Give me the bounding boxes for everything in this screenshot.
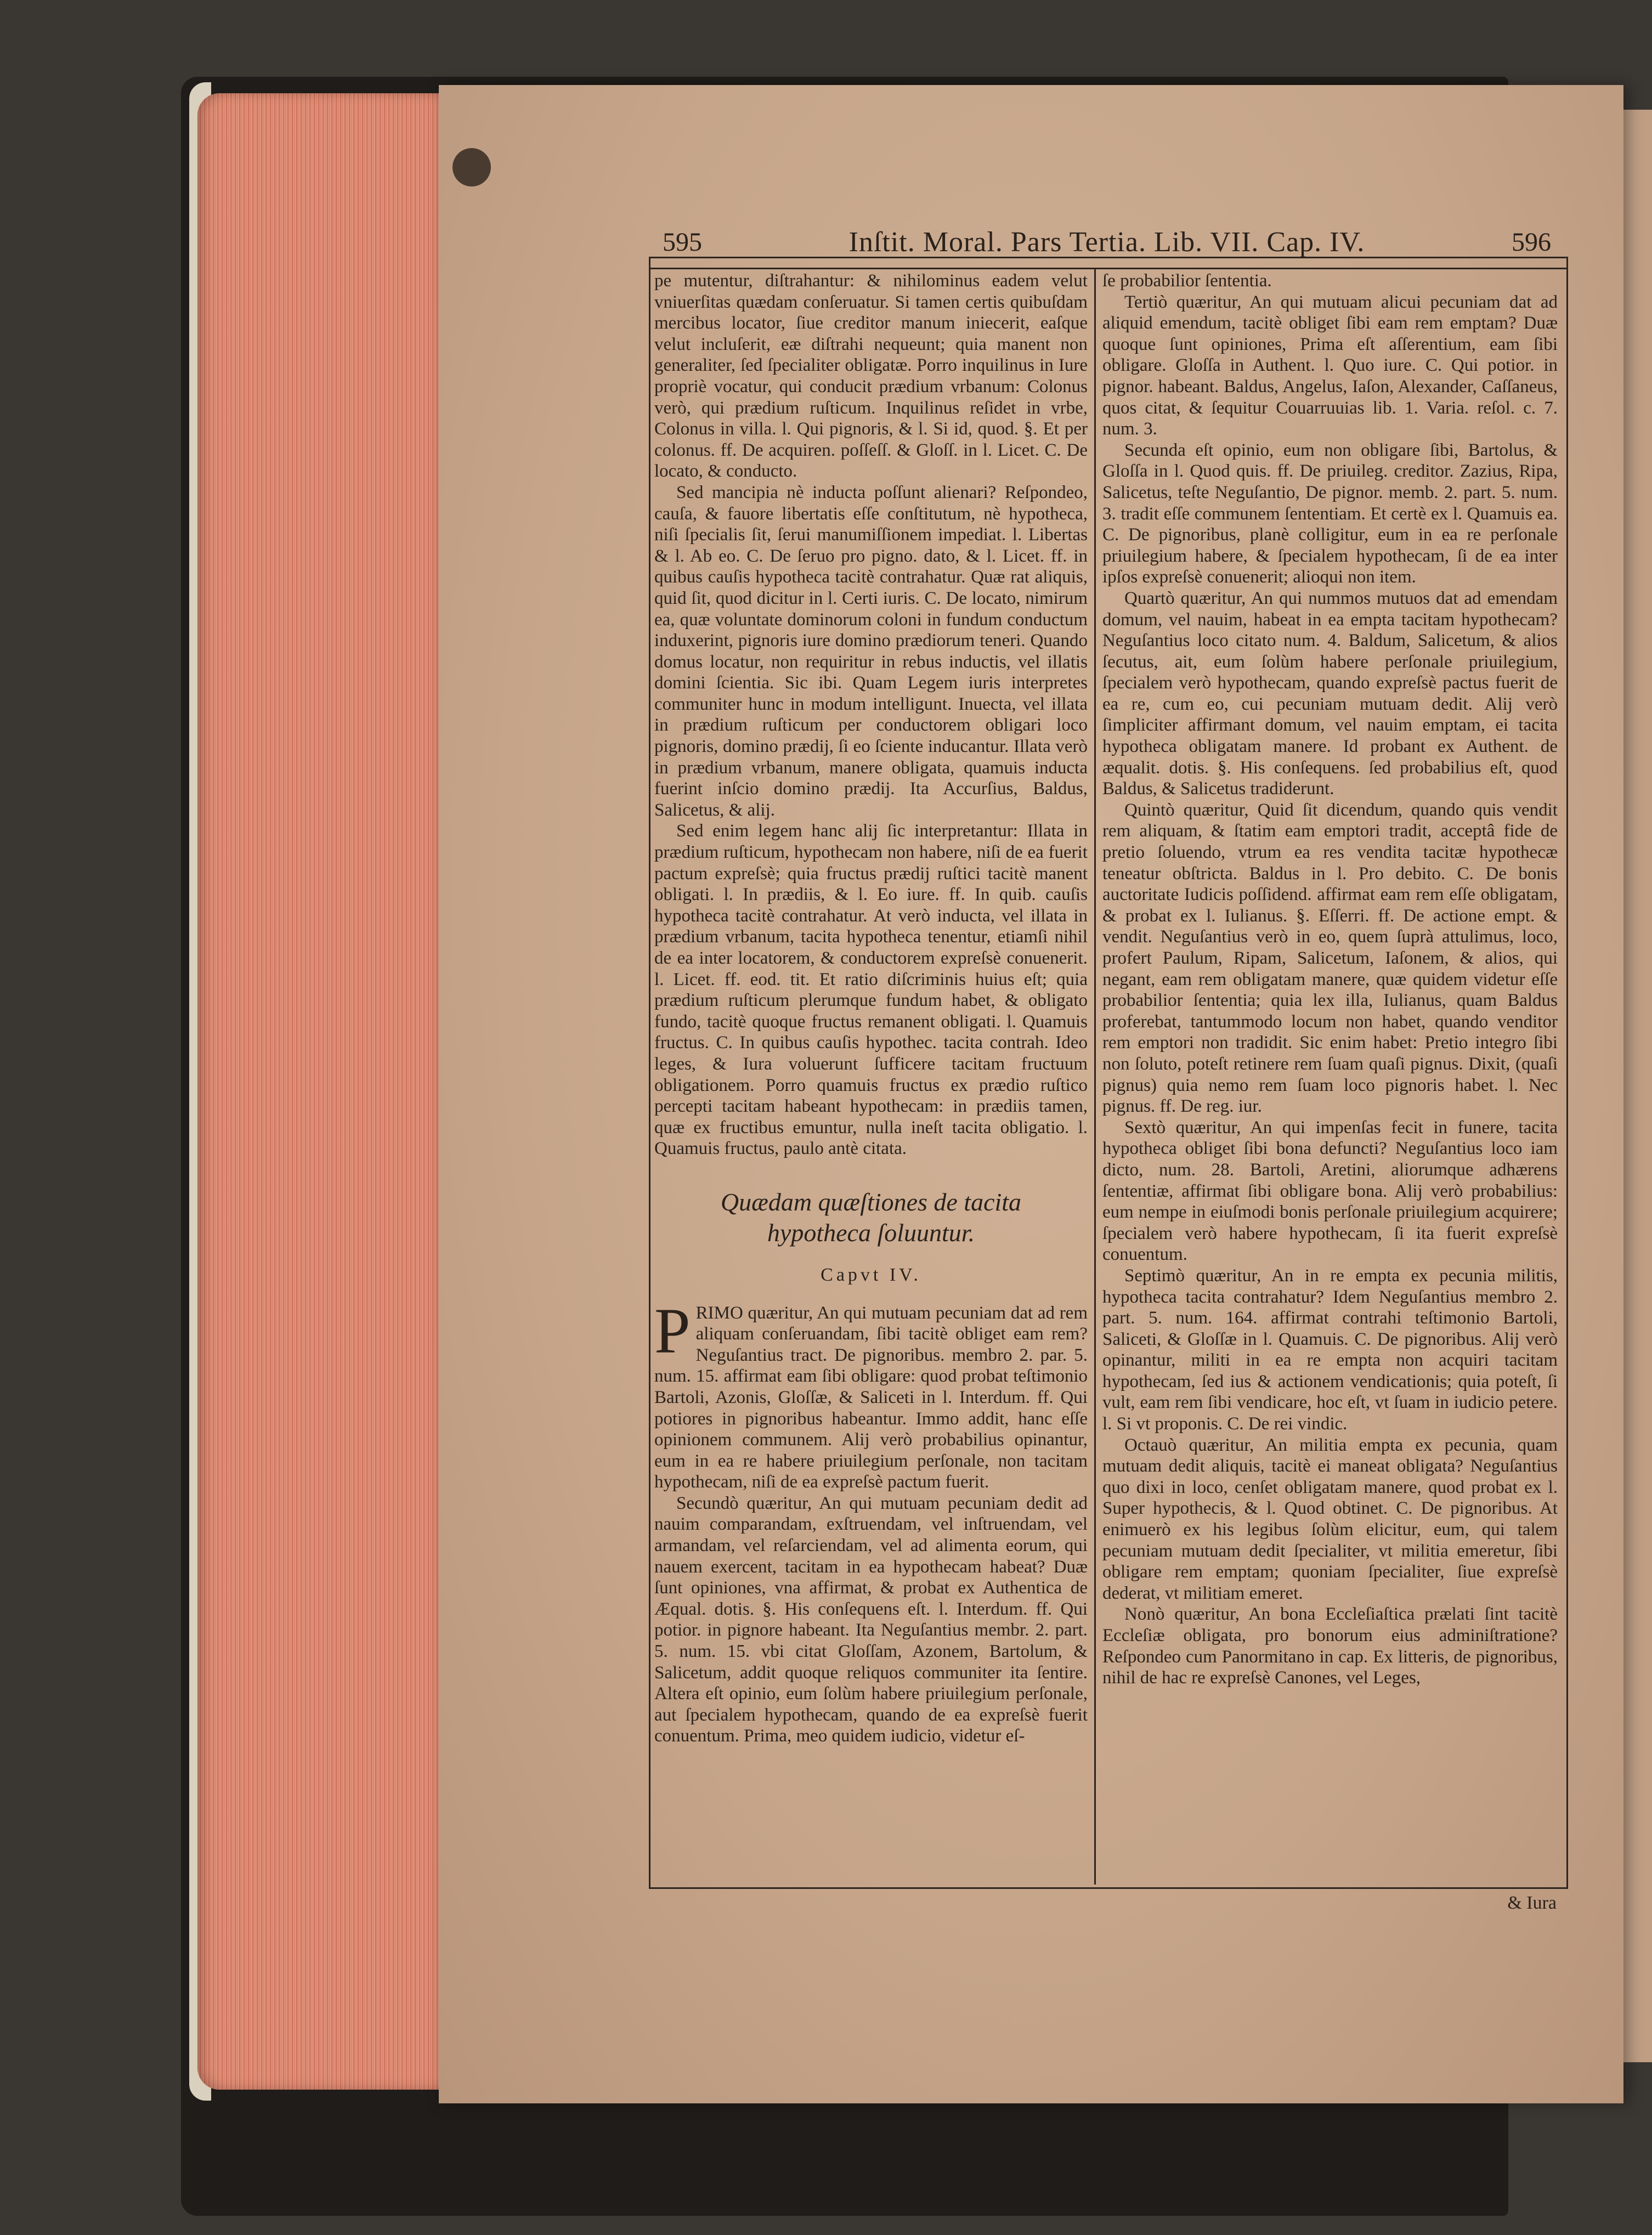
paragraph-first xyxy=(654,1294,1088,1493)
paragraph-text: RIMO quæritur, An qui mutuam pecuniam dat ad rem aliquam conſeruandam, ſibi tacitè obliget eam rem? Neguſantius tract. De pignoribus. membro 2. par. 5. num. 15. affirmat eam ſibi obligare: quod probat teſtimonio Bartoli, Azonis, Gloſſæ, & Saliceti in l. Interdum. ff. Qui potiores in pignoribus habeantur. Immo addit, hanc eſſe opinionem communem. Alij verò probabilius opinantur, eum in ea re habere priuilegium perſonale, non tacitam hypothecam, niſi de ea expreſsè pactum fuerit. xyxy=(654,1303,1088,1492)
paragraph: Tertiò quæritur, An qui mutuam alicui pecuniam dat ad aliquid emendum, tacitè obliget ſibi eam rem emptam? Duæ quoque ſunt opiniones, Prima eſt aſſerentium, eam ſibi obligare. Gloſſa in Authent. l. Quo iure. C. Qui potior. in pignor. habeant. Baldus, Angelus, Iaſon, Alexander, Caſſaneus, quos citat, & ſequitur Couarruuias lib. 1. Varia. reſol. c. 7. num. 3. xyxy=(1102,292,1558,439)
paragraph: Sed mancipia nè inducta poſſunt alienari? Reſpondeo, cauſa, & fauore libertatis eſſe conſtitutum, nè hypotheca, niſi ſpecialis ſit, ſerui manumiſſionem impediat. l. Libertas & l. Ab eo. C. De ſeruo pro pigno. dato, & l. Licet. ff. in quibus cauſis hypotheca tacitè contrahatur. Quæ rat aliquis, quid ſit, quod dicitur in l. Certi iuris. C. De locato, nimirum ea, quæ voluntate dominorum coloni in fundum conductum induxerint, pignoris iure domino prædiorum teneri. Quando domus locatur, non requiritur in rebus inductis, vel illatis domini ſcientia. Sic ibi. Quam Legem iuris interpretes communiter hunc in modum intelligunt. Inuecta, vel illata in prædium ruſticum per conductorem obligari loco pignoris, domino prædij, ſi eo ſciente inducantur. Illata verò in prædium vrbanum, manere obligata, quamuis inducta fuerint inſcio domino prædij. Ita Accurſius, Baldus, Salicetus, & alij. xyxy=(654,482,1088,820)
ink-stain xyxy=(452,148,491,186)
paragraph: Quartò quæritur, An qui nummos mutuos dat ad emendam domum, vel nauim, habeat in ea empta tacitam hypothecam? Neguſantius loco citato num. 4. Baldum, Salicetum, & alios ſecutus, ait, eum ſolùm habere perſonale priuilegium, ſpecialem verò hypothecam, quando expreſsè pactus fuerit de ea re, cum eo, cui pecuniam mutuam dedit. Alij verò ſimpliciter affirmant domum, vel nauim emptam, ei tacita hypotheca obligatam manere. Id probant ex Authent. de æqualit. dotis. §. His conſequens. ſed probabilius eſt, quod Baldus, & Salicetus tradiderunt. xyxy=(1102,588,1558,799)
paragraph: Quintò quæritur, Quid ſit dicendum, quando quis vendit rem aliquam, & ſtatim eam emptori tradit, acceptâ fide de pretio ſoluendo, vtrum ea res vendita tacitæ hypothecæ teneatur obſtricta. Baldus in l. Pro debito. C. De bonis auctoritate Iudicis poſſidend. affirmat eam rem eſſe obligatam, & probat ex l. Iulianus. §. Eſſerri. ff. De actione empt. & vendit. Neguſantius verò in eo, quem ſuprà attulimus, loco, profert Paulum, Ripam, Salicetum, Iaſonem, & alios, qui negant, eam rem obligatam manere, quæ quidem videtur eſſe probabilior ſententia; quia lex illa, Iulianus, quam Baldus proferebat, tantummodo locum non habet, quando venditor rem emptori non tradidit. Sic enim habet: Pretio integro ſibi non ſoluto, poteſt retinere rem ſuam quaſi pignus. Dixit, (quaſi pignus) quia nemo rem ſuam loco pignoris habet. l. Nec pignus. ff. De reg. iur. xyxy=(1102,800,1558,1117)
header-rule xyxy=(649,268,1566,269)
running-title: Inſtit. Moral. Pars Tertia. Lib. VII. Cap. IV. xyxy=(848,227,1365,258)
paragraph: Nonò quæritur, An bona Eccleſiaſtica prælati ſint tacitè Eccleſiæ obligata, pro bonorum eius adminiſtratione? Reſpondeo cum Panormitano in cap. Ex litteris, de pignoribus, nihil de hac re expreſsè Canones, vel Leges, xyxy=(1102,1604,1558,1688)
right-column xyxy=(1102,270,1558,1877)
drop-cap: P xyxy=(654,1294,691,1367)
chapter-number: Capvt IV. xyxy=(821,1264,921,1285)
left-column xyxy=(654,270,1088,1877)
paragraph: Secunda eſt opinio, eum non obligare ſibi, Bartolus, & Gloſſa in l. Quod quis. ff. De priuileg. creditor. Zazius, Ripa, Salicetus, teſte Neguſantio, De pignor. memb. 2. part. 5. num. 3. tradit eſſe communem ſententiam. Et certè ex l. Quamuis ea. C. De pignoribus, planè colligitur, eum in ea re perſonale priuilegium habere, & ſpecialem hypothecam, ſi de ea inter ipſos expreſsè conuenerit; alioqui non item. xyxy=(1102,440,1558,587)
page-number-right: 596 xyxy=(1512,228,1551,257)
paragraph: Sed enim legem hanc alij ſic interpretantur: Illata in prædium ruſticum, hypothecam non habere, niſi de ea fuerit pactum expreſsè; quia fructus prædij ruſtici tacitè manent obligati. l. In prædiis, & l. Eo iure. ff. In quib. cauſis hypotheca tacitè contrahatur. At verò inducta, vel illata in prædium vrbanum, tacita hypotheca tenentur, etiamſi nihil de ea inter locatorem, & conductorem expreſsè conuenerit. l. Licet. ff. eod. tit. Et ratio diſcriminis huius eſt; quia prædium ruſticum plerumque fundum habet, & obligato fundo, tacitè quoque fructus remanent obligati. l. Quamuis fructus. C. In quibus cauſis hypothec. tacita contrah. Ideo leges, & Iura voluerunt ſufficere tacitam fructuum obligationem. Porro quamuis fructus ex prædio ruſtico percepti tacitam habeant hypothecam: in prædiis tamen, quæ ex fructibus emuntur, nulla ineſt tacita obligatio. l. Quamuis fructus, paulo antè citata. xyxy=(654,821,1088,1159)
page-number-left: 595 xyxy=(663,228,702,257)
page-edges xyxy=(197,93,455,2090)
chapter-title: Quædam quæſtiones de tacita hypotheca ſoluuntur. xyxy=(720,1187,1022,1247)
paragraph: Octauò quæritur, An militia empta ex pecunia, quam mutuam dedit aliquis, tacitè ei maneat obligata? Neguſantius quo dixi in loco, cenſet obligatam manere, quod probat ex l. Super hypothecis, & l. Quod obtinet. C. De pignoribus. At enimuerò ex his legibus ſolùm elicitur, eum, qui talem pecuniam mutuam dedit ſpecialiter, vt militia emeretur, ſibi obligare rem emptam; quoniam ſpecialiter, ſiue expreſsè dederat, vt militiam emeret. xyxy=(1102,1435,1558,1603)
paragraph: Septimò quæritur, An in re empta ex pecunia militis, hypotheca tacita contrahatur? Idem Neguſantius membro 2. part. 5. num. 164. affirmat contrahi teſtimonio Bartoli, Saliceti, & Gloſſæ in l. Quamuis. C. De pignoribus. Alij verò opinantur, militi in ea re empta non acquiri tacitam hypothecam, ſed ius & actionem vendicationis; quia poteſt, ſi vult, eam rem ſibi vendicare, hoc eſt, vt ſuam in iudicio petere. l. Si vt proponis. C. De rei vindic. xyxy=(1102,1265,1558,1434)
paragraph: Secundò quæritur, An qui mutuam pecuniam dedit ad nauim comparandam, exſtruendam, vel inſtruendam, vel armandam, vel reſarciendam, vel ad alimenta eorum, qui nauem exercent, tacitam in ea hypothecam habeat? Duæ ſunt opiniones, vna affirmat, & probat ex Authentica de Æqual. dotis. §. His conſequens eſt. l. Interdum. ff. Qui potior. in pignore habeant. Ita Neguſantius membr. 2. part. 5. num. 15. vbi citat Gloſſam, Azonem, Bartolum, & Salicetum, addit quoque reliquos communiter ita ſentire. Altera eſt opinio, eum ſolùm habere priuilegium perſonale, aut ſpecialem hypothecam, quando de ea expreſsè fuerit conuentum. Prima, meo quidem iudicio, videtur eſ- xyxy=(654,1493,1088,1746)
catchword: & Iura xyxy=(1507,1893,1557,1913)
paragraph: pe mutentur, diſtrahantur: & nihilominus eadem velut vniuerſitas quædam conſeruatur. Si tamen certis quibuſdam mercibus locator, ſiue creditor manum iniecerit, eaſque velut incluſerit, eæ diſtrahi nequeunt; quia manent non generaliter, ſed ſpecialiter obligatæ. Porro inquilinus in Iure propriè vocatur, qui conducit prædium vrbanum: Colonus verò, qui prædium ruſticum. Inquilinus reſidet in vrbe, Colonus in villa. l. Qui pignoris, & l. Si id, quod. §. Et per colonus. ff. De acquiren. poſſeſſ. & Gloſſ. in l. Licet. C. De locato, & conducto. xyxy=(654,271,1088,482)
column-rule xyxy=(1094,269,1096,1885)
paragraph: ſe probabilior ſententia. xyxy=(1102,271,1272,291)
running-head xyxy=(649,226,1565,259)
paragraph: Sextò quæritur, An qui impenſas fecit in funere, tacita hypotheca obliget ſibi bona defuncti? Neguſantius loco iam dicto, num. 28. Bartoli, Aretini, aliorumque adhærens ſententiæ, affirmat ſibi obligare bona. Alij verò probabilius: eum nempe in eiuſmodi bonis perſonale priuilegium acquirere; ſpecialem verò habere hypothecam, ſi ita fuerit expreſsè conuentum. xyxy=(1102,1117,1558,1265)
